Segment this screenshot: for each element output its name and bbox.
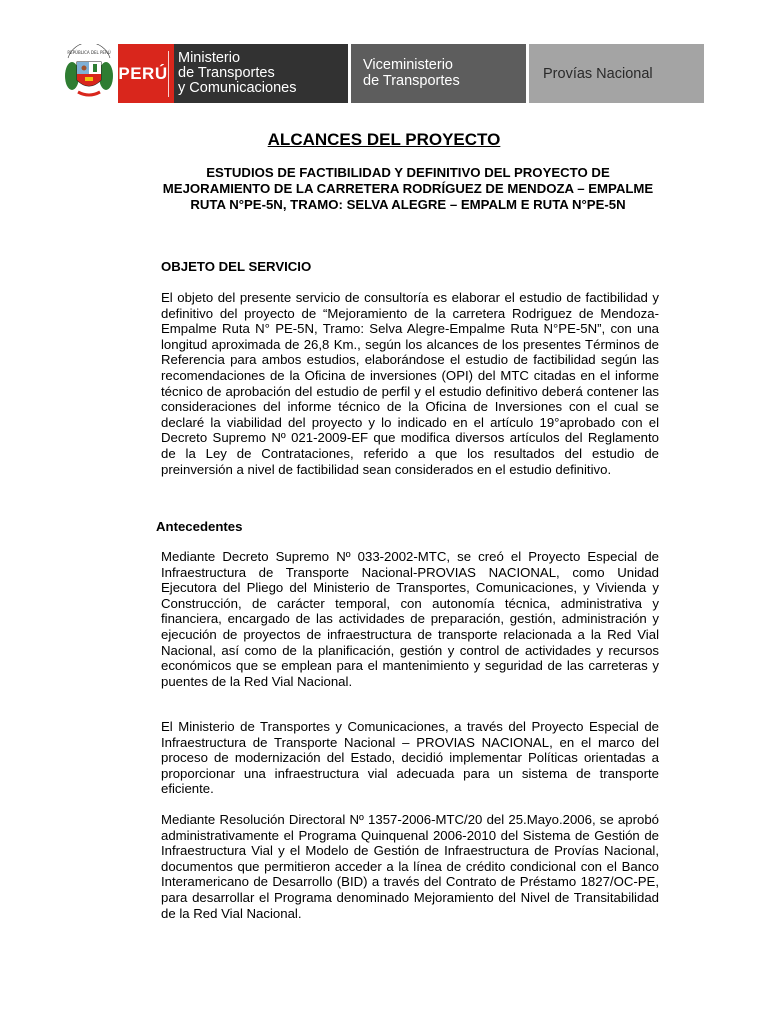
seal-text: REPÚBLICA DEL PERÚ — [67, 50, 111, 55]
document-subtitle: ESTUDIOS DE FACTIBILIDAD Y DEFINITIVO DEL PROYECTO DE MEJORAMIENTO DE LA CARRETERA RODRÍGUEZ DE MENDOZA – EMPALME RUTA N°PE-5N, TRAMO: SELVA ALEGRE – EMPALM E RUTA N°PE-5N — [162, 165, 654, 212]
document-title: ALCANCES DEL PROYECTO — [267, 130, 501, 149]
agency-label: Provías Nacional — [543, 65, 653, 82]
country-label: PERÚ — [118, 63, 168, 83]
viceministry-block — [351, 44, 526, 103]
ministry-block — [174, 44, 348, 103]
ministry-line-1: Ministerio — [178, 50, 241, 66]
paragraph-objeto: El objeto del presente servicio de consultoría es elaborar el estudio de factibilidad y definitivo del proyecto de “Mejoramiento de la carretera Rodriguez de Mendoza-Empalme Ruta N° PE-5N, Tramo: Selva Alegre-Empalme Ruta N°PE-5N”, con una longitud aproximada de 26,8 Km., según los alcances de los presentes Términos de Referencia para ambos estudios, elaborándose el estudio de factibilidad según las recomendaciones de la Oficina de inversiones (OPI) del MTC citadas en el informe técnico de aprobación del estudio de perfil y el estudio definitivo deberá contener las consideraciones del informe técnico de la Oficina de Inversiones con el cual se declaré la viabilidad del proyecto y lo indicado en el artículo 19°aprobado con el Decreto Supremo Nº 021-2009-EF que modifica diversos artículos del Reglamento de la Ley de Contrataciones, referido a que los resultados del estudio de preinversión a nivel de factibilidad sean considerados en el estudio definitivo. — [161, 290, 659, 477]
divider — [168, 51, 169, 97]
vice-line-1: Viceministerio — [363, 57, 453, 73]
ministry-line-3: y Comunicaciones — [178, 80, 297, 96]
page-header — [62, 44, 704, 103]
agency-block — [529, 44, 704, 103]
coat-of-arms-logo — [62, 44, 116, 103]
paragraph-antecedentes-2: El Ministerio de Transportes y Comunicaciones, a través del Proyecto Especial de Infraestructura de Transporte Nacional – PROVIAS NACIONAL, en el marco del proceso de modernización del Estado, decidió implementar Políticas orientadas a proporcionar una infraestructura vial adecuada para un sistema de transporte eficiente. — [161, 719, 659, 797]
section-heading-antecedentes: Antecedentes — [156, 519, 243, 534]
paragraph-antecedentes-3: Mediante Resolución Directoral Nº 1357-2006-MTC/20 del 25.Mayo.2006, se aprobó administrativamente el Programa Quinquenal 2006-2010 del Sistema de Gestión de Infraestructura Vial y el Modelo de Gestión de Infraestructura de Provías Nacional, documentos que permitieron acceder a la línea de crédito condicional con el Banco Interamericano de Desarrollo (BID) a través del Contrato de Préstamo 1827/OC-PE, para desarrollar el Programa denominado Mejoramiento del Nivel de Transitabilidad de la Red Vial Nacional. — [161, 812, 659, 921]
ministry-line-2: de Transportes — [178, 65, 275, 81]
vice-line-2: de Transportes — [363, 73, 460, 89]
paragraph-antecedentes-1: Mediante Decreto Supremo Nº 033-2002-MTC, se creó el Proyecto Especial de Infraestructura de Transporte Nacional-PROVIAS NACIONAL, como Unidad Ejecutora del Pliego del Ministerio de Transportes, Comunicaciones, y Vivienda y Construcción, de carácter temporal, con autonomía técnica, administrativa y financiera, encargado de las actividades de preparación, gestión, administración y ejecución de proyectos de infraestructura de transporte relacionada a la Red Vial Nacional, así como de la planificación, gestión y control de actividades y recursos económicos que se emplean para el mantenimiento y seguridad de las carreteras y puentes de la Red Vial Nacional. — [161, 549, 659, 689]
section-heading-objeto: OBJETO DEL SERVICIO — [161, 259, 312, 274]
